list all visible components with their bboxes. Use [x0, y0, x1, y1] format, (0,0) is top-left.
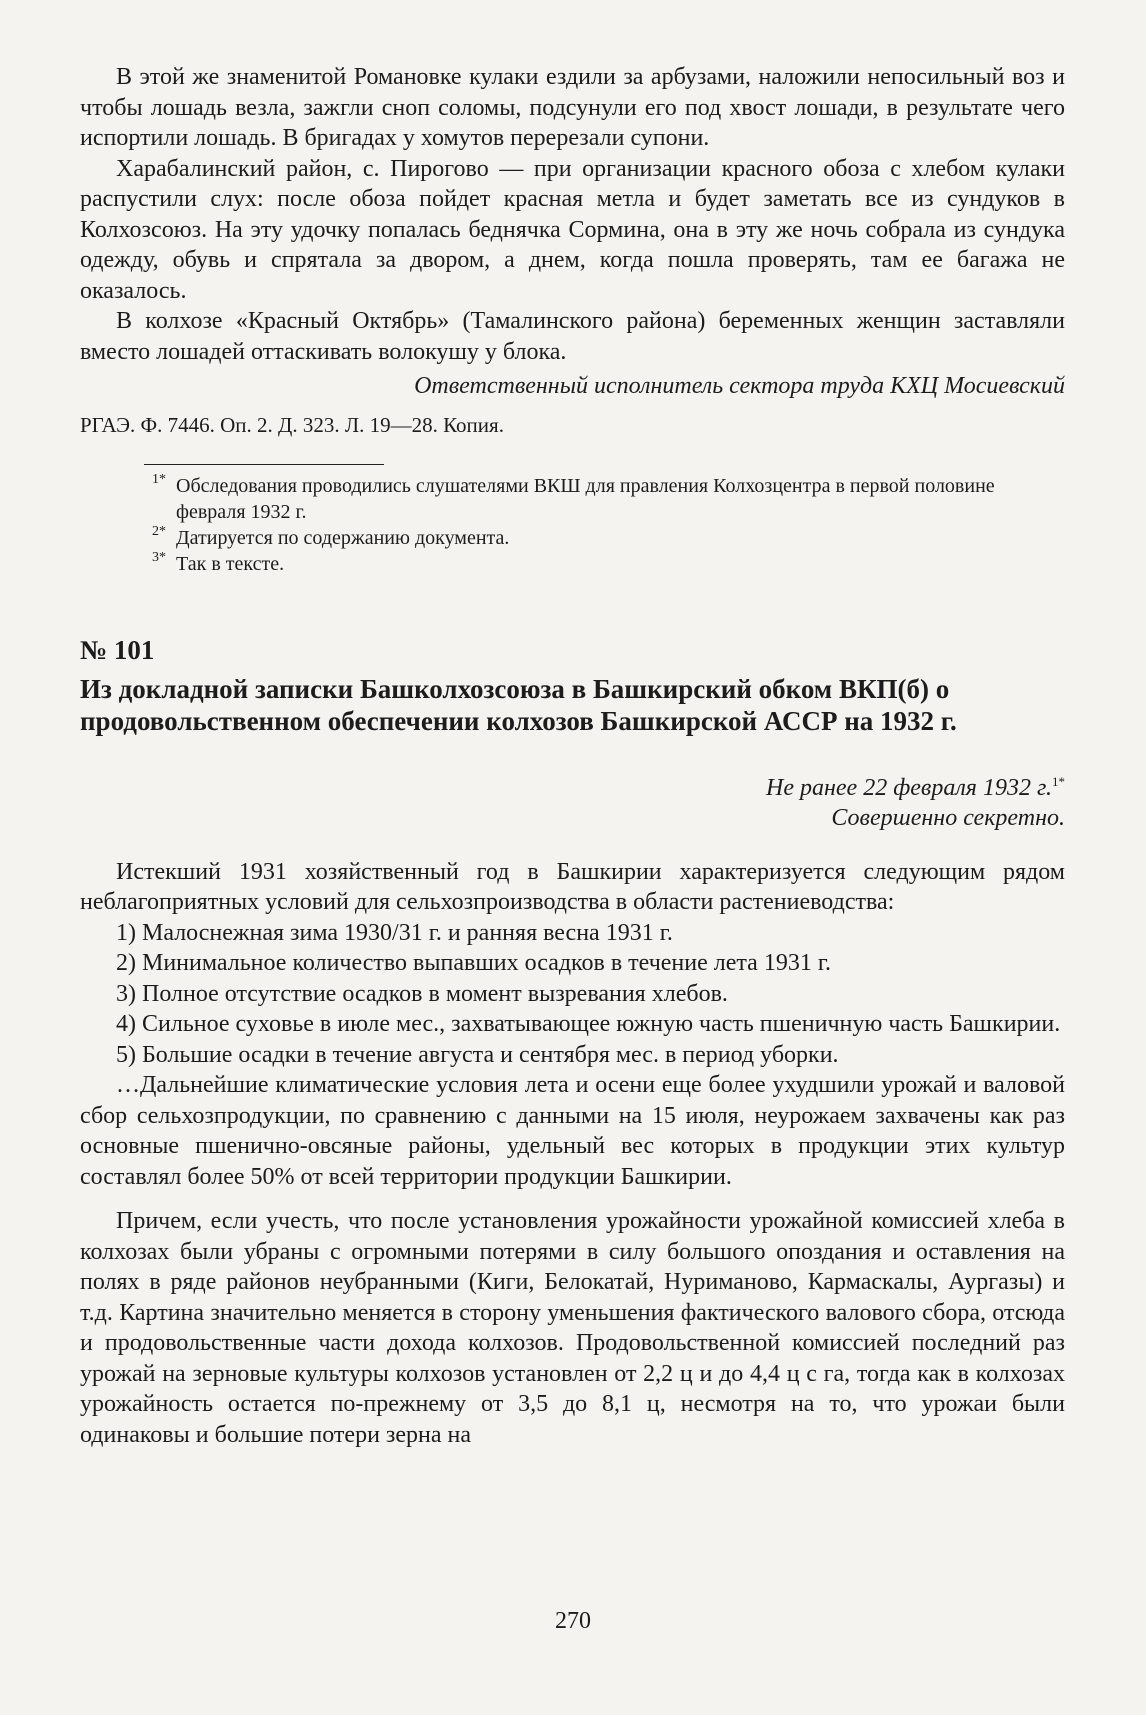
document-meta	[80, 767, 1065, 833]
list-item: 3) Полное отсутствие осадков в момент вызревания хлебов.	[116, 980, 728, 1007]
document-number: № 101	[80, 634, 155, 665]
list-item: 4) Сильное суховье в июле мес., захватывающее южную часть пшеничную часть Башкирии.	[116, 1011, 1061, 1037]
paragraph-romanovka: В этой же знаменитой Романовке кулаки ездили за арбузами, наложили непосильный воз и чтобы лошадь везла, зажгли сноп соломы, подсунули его под хвост лошади, в результате чего испортили лошадь. В бригадах у хомутов перерезали супони.	[80, 64, 1065, 151]
classification-label: Совершенно секретно.	[831, 804, 1065, 831]
footnote-2	[152, 525, 1065, 551]
document-intro: Истекший 1931 хозяйственный год в Башкирии характеризуется следующим рядом неблагоприятных условий для сельхозпроизводства в области растениеводства:	[80, 858, 1065, 915]
list-item: 2) Минимальное количество выпавших осадков в течение лета 1931 г.	[116, 950, 831, 976]
footnote-divider	[144, 464, 384, 465]
document-date-mark: 1*	[1052, 773, 1065, 789]
footnote-text: Датируется по содержанию документа.	[176, 526, 510, 549]
paragraph-harvest-losses: Причем, если учесть, что после установления урожайности урожайной комиссией хлеба в колхозах были убраны с огромными потерями в силу большого опоздания и оставления на полях в ряде районов неубранными (Киги, Белокатай, Нуриманово, Кармаскалы, Аургазы) и т.д. Картина значительно меняется в сторону уменьшения фактического валового сбора, отсюда и продовольственные части дохода колхозов. Продовольственной комиссией последний раз урожай на зерновые культуры колхозов установлен от 2,2 ц и до 4,4 ц с га, тогда как в колхозах урожайность остается по-прежнему от 3,5 до 8,1 ц, несмотря на то, что урожаи были одинаковы и большие потери зерна на	[80, 1208, 1065, 1448]
paragraph-krasny-oktyabr: В колхозе «Красный Октябрь» (Тамалинского района) беременных женщин заставляли вместо лошадей оттаскивать волокушу у блока.	[80, 308, 1065, 365]
document-date-text: Не ранее 22 февраля 1932 г.	[766, 774, 1052, 801]
footnote-text: Обследования проводились слушателями ВКШ для правления Колхозцентра в первой половине февраля 1932 г.	[176, 474, 995, 523]
archive-reference: РГАЭ. Ф. 7446. Оп. 2. Д. 323. Л. 19—28. Копия.	[80, 412, 504, 437]
document-page	[80, 62, 1065, 1450]
paragraph-kharabali: Харабалинский район, с. Пирогово — при организации красного обоза с хлебом кулаки распустили слух: после обоза пойдет красная метла и будет заметать все из сундуков в Колхозсоюз. На эту удочку попалась беднячка Сормина, она в эту же ночь собрала из сундука одежду, обувь и спрятала за двором, а днем, когда пошла проверять, там ее багажа не оказалось.	[80, 155, 1065, 304]
list-item: 5) Большие осадки в течение августа и сентября мес. в период уборки.	[116, 1041, 839, 1068]
footnote-mark: 3*	[152, 549, 166, 565]
list-item: 1) Малоснежная зима 1930/31 г. и ранняя весна 1931 г.	[116, 919, 673, 946]
footnote-mark: 2*	[152, 523, 166, 539]
document-title: Из докладной записки Башколхозсоюза в Башкирский обком ВКП(б) о продовольственном обеспечении колхозов Башкирской АССР на 1932 г.	[80, 673, 957, 736]
document-date	[80, 767, 1065, 803]
page-number: 270	[555, 1608, 591, 1634]
footnote-3	[152, 551, 1065, 577]
footnote-mark: 1*	[152, 471, 166, 487]
footnote-text: Так в тексте.	[176, 552, 285, 575]
signature-line: Ответственный исполнитель сектора труда КХЦ Мосиевский	[414, 373, 1065, 399]
footnotes	[152, 473, 1065, 577]
footnote-1	[152, 473, 1065, 525]
paragraph-continuation: …Дальнейшие климатические условия лета и осени еще более ухудшили урожай и валовой сбор сельхозпродукции, по сравнению с данными на 15 июля, неурожаем захвачены как раз основные пшенично-овсяные районы, удельный вес которых в продукции этих культур составлял более 50% от всей территории продукции Башкирии.	[80, 1072, 1065, 1190]
